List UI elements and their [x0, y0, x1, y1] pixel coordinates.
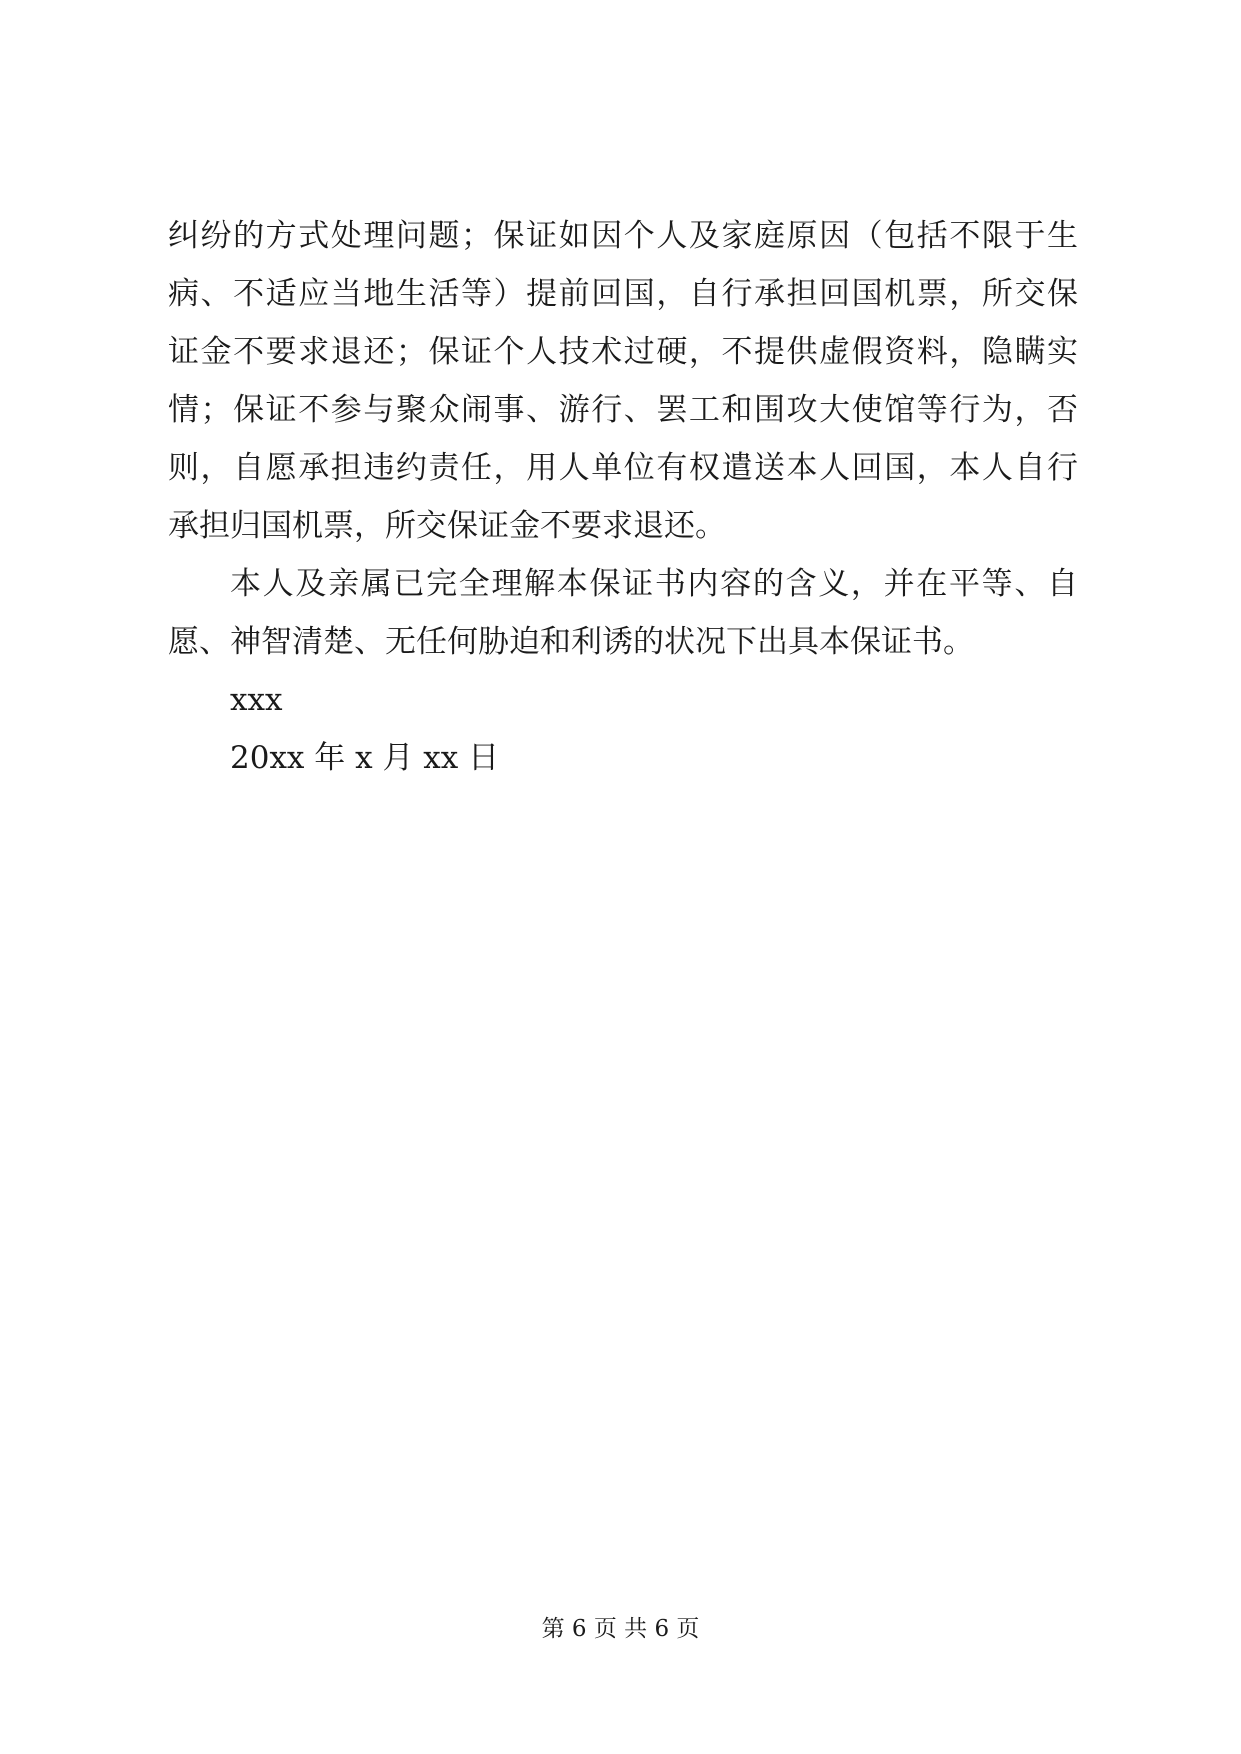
- page-number-footer: 第 6 页 共 6 页: [541, 1616, 700, 1642]
- paragraph-line: 本人及亲属已完全理解本保证书内容的含义，并在平等、自: [230, 566, 1078, 602]
- signature-date: 20xx 年 x 月 xx 日: [230, 740, 500, 776]
- paragraph-line: 愿、神智清楚、无任何胁迫和利诱的状况下出具本保证书。: [168, 624, 974, 660]
- signature-name: xxx: [230, 682, 283, 718]
- document-body: [168, 207, 1078, 787]
- paragraph-line: 证金不要求退还；保证个人技术过硬，不提供虚假资料，隐瞒实: [168, 334, 1078, 370]
- paragraph-declaration: [168, 555, 1078, 671]
- paragraph-line: 则，自愿承担违约责任，用人单位有权遣送本人回国，本人自行: [168, 450, 1078, 486]
- paragraph-commitments: [168, 207, 1078, 555]
- paragraph-line: 承担归国机票，所交保证金不要求退还。: [168, 508, 726, 544]
- paragraph-line: 纠纷的方式处理问题；保证如因个人及家庭原因（包括不限于生: [168, 218, 1078, 254]
- paragraph-line: 情；保证不参与聚众闹事、游行、罢工和围攻大使馆等行为，否: [168, 392, 1078, 428]
- paragraph-line: 病、不适应当地生活等）提前回国，自行承担回国机票，所交保: [168, 276, 1078, 312]
